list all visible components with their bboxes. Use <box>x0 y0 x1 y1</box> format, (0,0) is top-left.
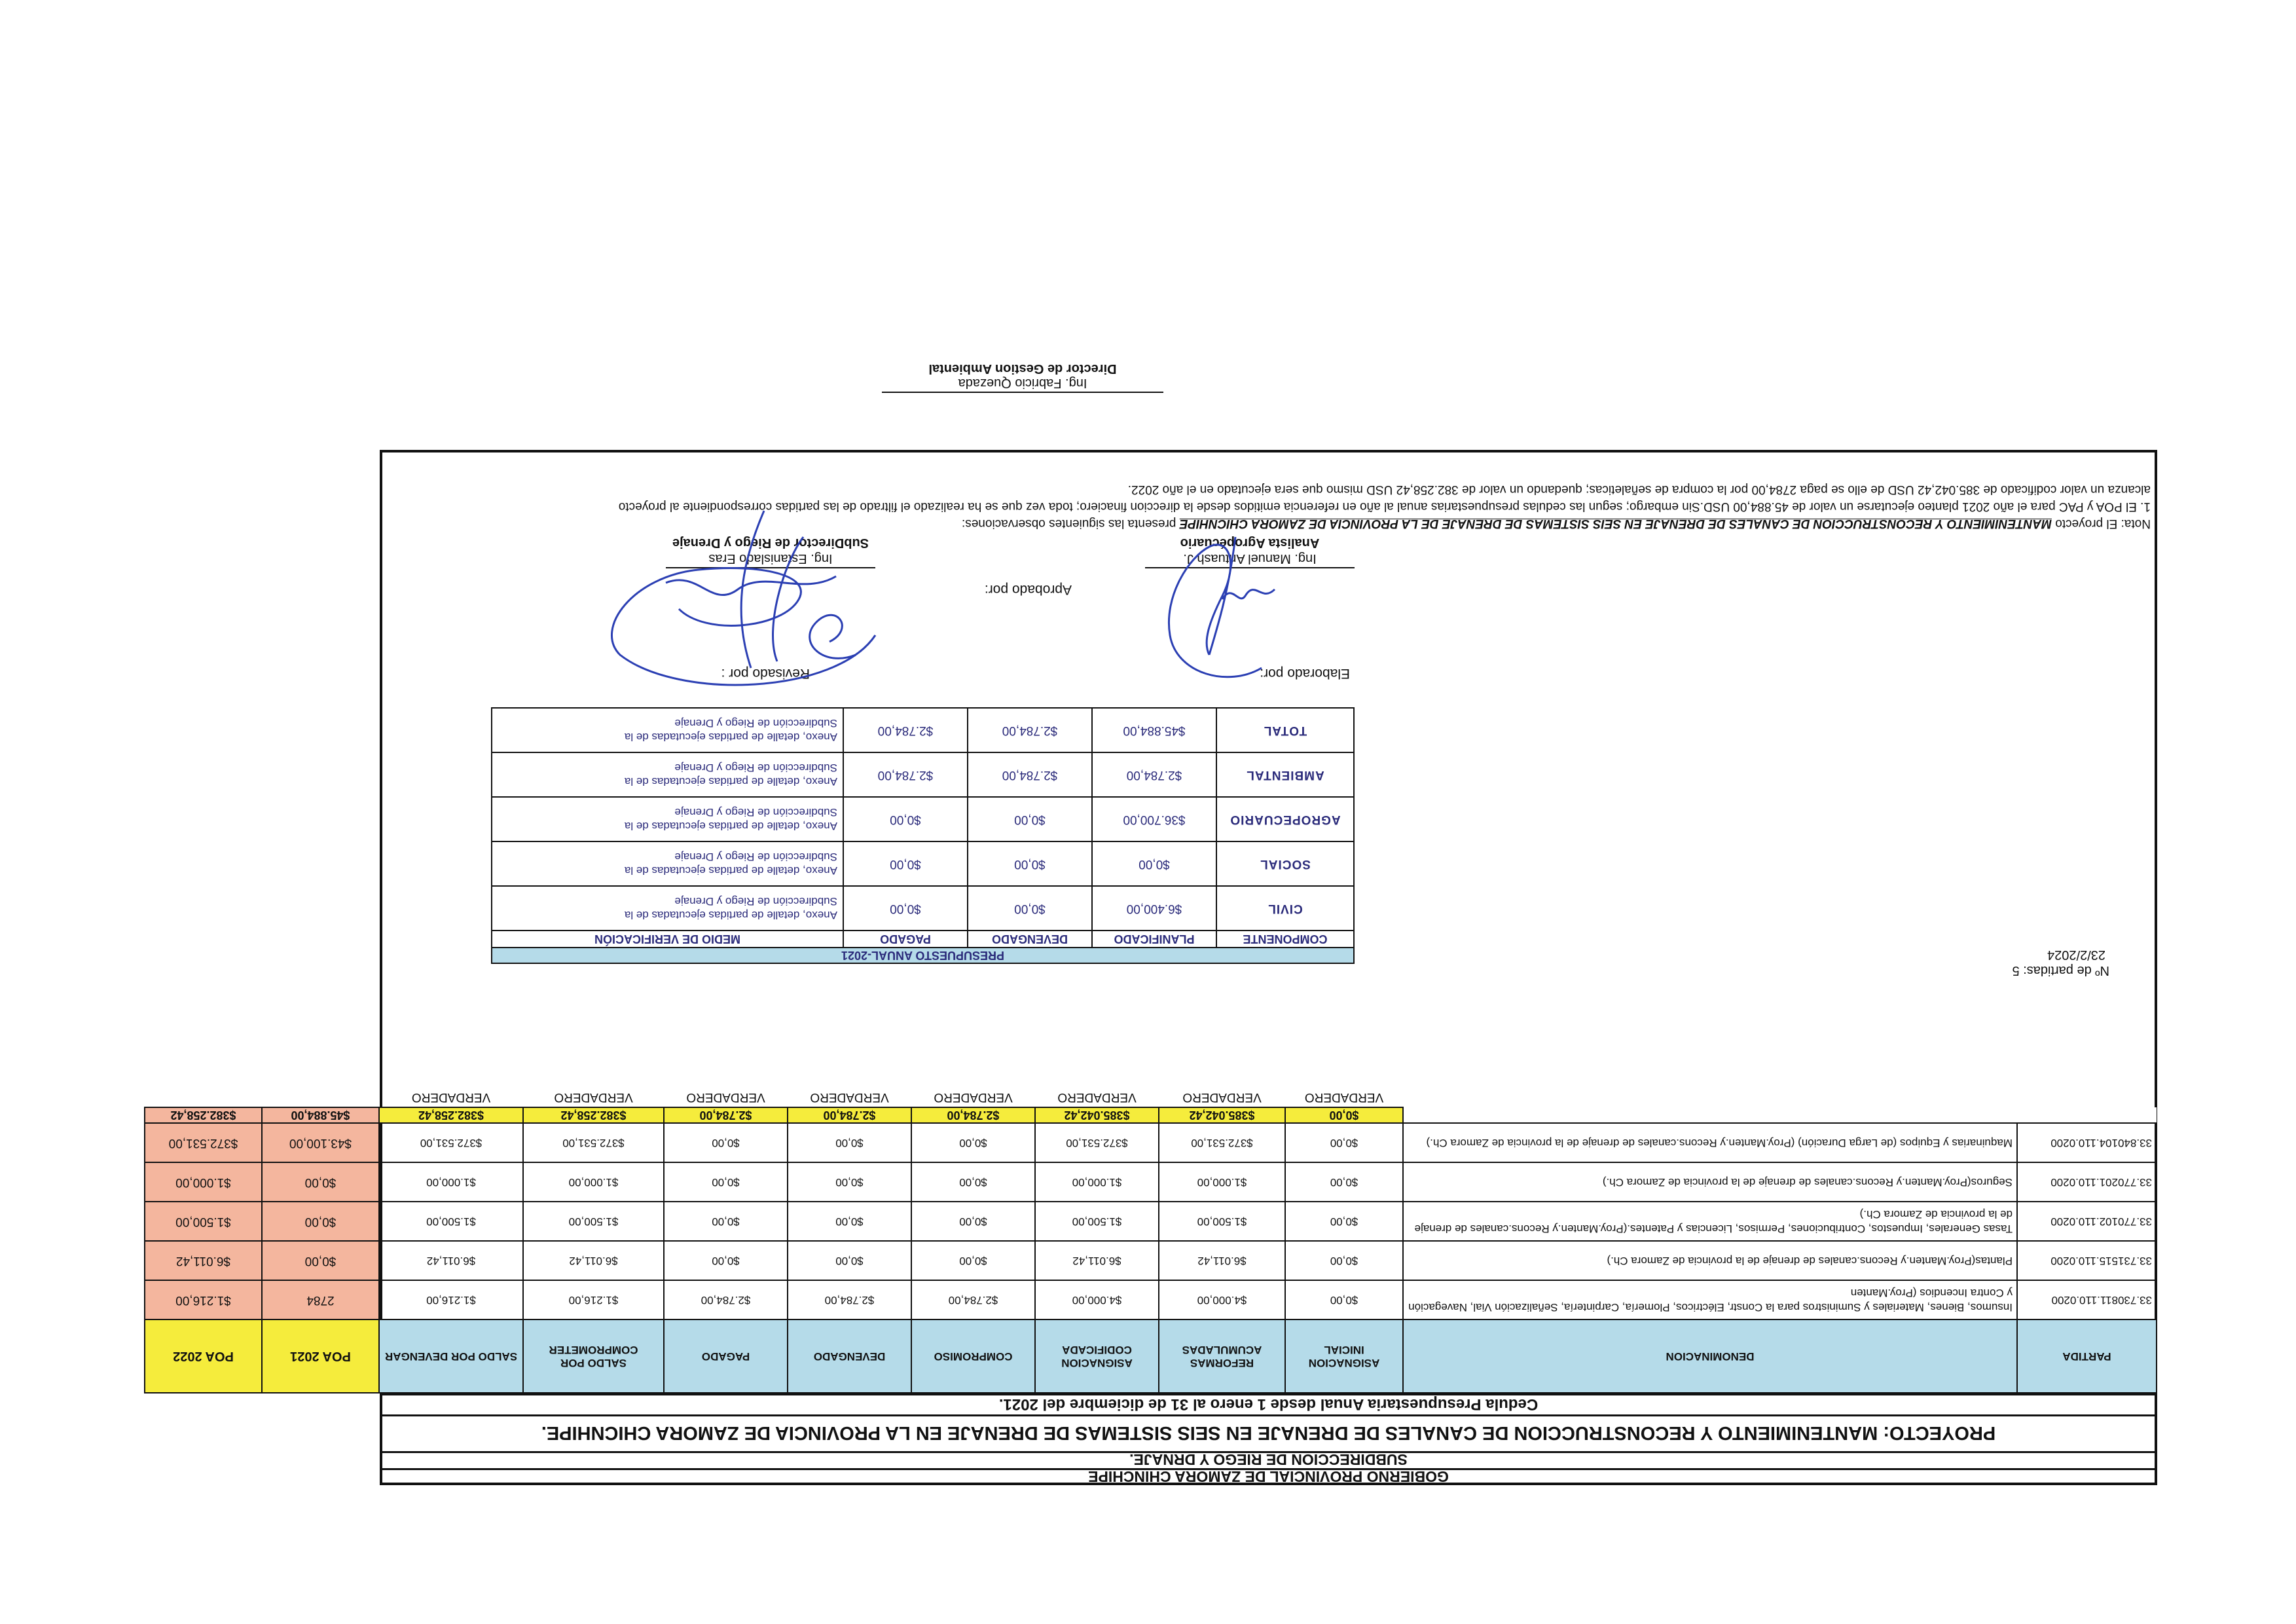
poa-2021-value: $0,00 <box>262 1241 379 1280</box>
cell-planificado: $6.400,00 <box>1092 886 1216 931</box>
verif-line: Anexo, detalle de partidas ejecutadas de la <box>624 731 837 743</box>
header-asignacion-codificada: ASIGNACION CODIFICADA <box>1035 1320 1159 1393</box>
check-flag: VERDADERO <box>554 1090 633 1105</box>
cell-componente: TOTAL <box>1216 708 1354 752</box>
cell-saldo-comprometer: $1.000,00 <box>523 1162 664 1202</box>
header-devengado: DEVENGADO <box>968 931 1092 948</box>
cell-denominacion: Insumos, Bienes, Materiales y Suministros para la Constr, Eléctricos, Plomería, Carpintería, Señalización Vial, Navegación y Contra Incendios (Proy.Manten <box>1403 1280 2017 1320</box>
cell-codificada: $4.000,00 <box>1035 1280 1159 1320</box>
header-compromiso: COMPROMISO <box>911 1320 1035 1393</box>
note-project: MANTENIMIENTO Y RECONSTRUCCION DE CANALES DE DRENAJE EN SEIS SISTEMAS DE DRENAJE DE LA PROVINCIA DE ZAMORA CHICNHIPE <box>1179 517 2052 530</box>
presupuesto-row <box>492 886 1354 931</box>
check-flag: VERDADERO <box>1057 1090 1137 1105</box>
cell-devengado: $2.784,00 <box>968 752 1092 797</box>
poa-2021-total: $45.884,00 <box>262 1107 379 1123</box>
cell-saldo-devengar: $1.500,00 <box>379 1202 523 1241</box>
total-devengado: $2.784,00 <box>788 1107 911 1123</box>
cell-pagado: $2.784,00 <box>664 1280 788 1320</box>
analista-name: Ing. Manuel Antuash J. <box>1183 551 1317 566</box>
cell-codificada: $1.000,00 <box>1035 1162 1159 1202</box>
poa-2021-value: $0,00 <box>262 1162 379 1202</box>
cell-denominacion: Plantas(Proy.Manten.y Recons.canales de drenaje de la provincia de Zamora Ch.) <box>1403 1241 2017 1280</box>
director-name: Ing. Fabricio Quezada <box>958 376 1087 390</box>
cell-saldo-comprometer: $6.011,42 <box>523 1241 664 1280</box>
partidas-date: 23/2/2024 <box>2047 948 2105 962</box>
total-compromiso: $2.784,00 <box>911 1107 1035 1123</box>
poa-2022-total: $382.258,42 <box>145 1107 262 1123</box>
verif-line: Subdirección de Riego y Drenaje <box>674 806 837 819</box>
header-pagado: PAGADO <box>843 931 968 948</box>
elaborado-label: Elaborado por: <box>1260 666 1350 681</box>
cell-devengado: $0,00 <box>788 1162 911 1202</box>
header-poa-2021: POA 2021 <box>262 1320 379 1393</box>
cell-medio-verificacion <box>492 708 843 752</box>
cell-codificada: $6.011,42 <box>1035 1241 1159 1280</box>
cell-saldo-devengar: $372.531,00 <box>379 1123 523 1162</box>
entity-title: GOBIERNO PROVINCIAL DE ZAMORA CHINCHIPE <box>380 1468 2157 1485</box>
table-row <box>379 1241 2157 1280</box>
note-line: alcanza un valor codificado de 385.042,42 USD de ello se paga 2784,00 por la compra de señaleticas; quedando un valor de 382.258,42 USD mismo que sera ejecutado en el año 2022. <box>1127 483 2151 496</box>
cell-inicial: $0,00 <box>1285 1202 1403 1241</box>
cell-planificado: $0,00 <box>1092 841 1216 886</box>
cell-componente: AGROPECUARIO <box>1216 797 1354 841</box>
check-flag: VERDADERO <box>1304 1090 1384 1105</box>
cell-medio-verificacion <box>492 886 843 931</box>
note-suffix: presenta las siguientes observaciones: <box>962 517 1180 530</box>
poa-2022-value: $1.000,00 <box>145 1162 262 1202</box>
cedula-title: Cedula Presupuestaria Anual desde 1 enero al 31 de diciembre del 2021. <box>380 1393 2157 1414</box>
cell-reformas: $6.011,42 <box>1159 1241 1285 1280</box>
cell-saldo-comprometer: $1.216,00 <box>523 1280 664 1320</box>
poa-row <box>145 1202 379 1241</box>
cell-codificada: $372.531,00 <box>1035 1123 1159 1162</box>
cell-pagado: $0,00 <box>664 1241 788 1280</box>
cell-saldo-devengar: $1.216,00 <box>379 1280 523 1320</box>
check-row <box>379 1088 2157 1107</box>
cell-saldo-comprometer: $372.531,00 <box>523 1123 664 1162</box>
director-role: Director de Gestion Ambiental <box>928 361 1117 376</box>
header-planificado: PLANIFICADO <box>1092 931 1216 948</box>
cell-pagado: $0,00 <box>843 797 968 841</box>
presupuesto-row <box>492 841 1354 886</box>
budget-header-row <box>379 1320 2157 1393</box>
cell-devengado: $2.784,00 <box>968 708 1092 752</box>
cell-compromiso: $2.784,00 <box>911 1280 1035 1320</box>
cell-reformas: $4.000,00 <box>1159 1280 1285 1320</box>
cell-pagado: $0,00 <box>664 1123 788 1162</box>
cell-inicial: $0,00 <box>1285 1162 1403 1202</box>
note-line: 1. El POA y PAC para el año 2021 planteo ejecutarse un valor de 45.884,00 USD.Sin embargo; segun las cedulas presupuestarias anual al año en referencia emitidos desde la direccion finaciero; toda vez que se ha realizado el filtrado de las partidas correspondiente al proyecto <box>618 500 2151 513</box>
cell-planificado: $36.700,00 <box>1092 797 1216 841</box>
verif-line: Subdirección de Riego y Drenaje <box>674 762 837 774</box>
cell-pagado: $0,00 <box>664 1162 788 1202</box>
cell-compromiso: $0,00 <box>911 1202 1035 1241</box>
presupuesto-table <box>491 707 1355 964</box>
note-prefix: Nota: El proyecto <box>2051 517 2151 530</box>
check-flag: VERDADERO <box>934 1090 1013 1105</box>
cell-devengado: $2.784,00 <box>788 1280 911 1320</box>
cell-partida: 33.770102.110.0200 <box>2017 1202 2157 1241</box>
budget-table <box>378 1088 2157 1393</box>
cell-partida: 33.840104.110.0200 <box>2017 1123 2157 1162</box>
cell-pagado: $2.784,00 <box>843 708 968 752</box>
cell-pagado: $0,00 <box>843 841 968 886</box>
total-pagado: $2.784,00 <box>664 1107 788 1123</box>
cell-denominacion: Tasas Generales, Impuestos, Contribuciones, Permisos, Licencias y Patentes.(Proy.Manten.y Recons.canales de drenaje de la provincia de Zamora Ch.) <box>1403 1202 2017 1241</box>
subdirector-name: Ing. Estanislado Eras <box>708 551 833 566</box>
check-flag: VERDADERO <box>1182 1090 1262 1105</box>
aprobado-label: Aprobado por: <box>984 582 1072 597</box>
table-row <box>379 1202 2157 1241</box>
verif-line: Subdirección de Riego y Drenaje <box>674 717 837 729</box>
cell-componente: AMBIENTAL <box>1216 752 1354 797</box>
cell-componente: CIVIL <box>1216 886 1354 931</box>
presupuesto-row <box>492 797 1354 841</box>
cell-denominacion: Maquinarias y Equipos (de Larga Duración) (Proy.Manten.y Recons.canales de drenaje de la provincia de Zamora Ch.) <box>1403 1123 2017 1162</box>
poa-row <box>145 1241 379 1280</box>
cell-inicial: $0,00 <box>1285 1280 1403 1320</box>
cell-planificado: $2.784,00 <box>1092 752 1216 797</box>
cell-partida: 33.731515.110.0200 <box>2017 1241 2157 1280</box>
presupuesto-title-row <box>492 948 1354 963</box>
poa-table <box>144 1107 380 1393</box>
totals-row <box>379 1107 2157 1123</box>
project-title: PROYECTO: MANTENIMIENTO Y RECONSTRUCCION DE CANALES DE DRENAJE EN SEIS SISTEMAS DE DRENAJE EN LA PROVINCIA DE ZAMORA CHICNHIPE. <box>380 1414 2157 1451</box>
note-heading <box>386 515 2151 532</box>
check-flag: VERDADERO <box>411 1090 491 1105</box>
table-row <box>379 1280 2157 1320</box>
cell-reformas: $1.000,00 <box>1159 1162 1285 1202</box>
header-pagado: PAGADO <box>664 1320 788 1393</box>
verif-line: Anexo, detalle de partidas ejecutadas de la <box>624 775 837 788</box>
total-saldo-comprometer: $382.258,42 <box>523 1107 664 1123</box>
poa-2022-value: $372.531,00 <box>145 1123 262 1162</box>
poa-row <box>145 1123 379 1162</box>
cell-reformas: $372.531,00 <box>1159 1123 1285 1162</box>
verif-line: Anexo, detalle de partidas ejecutadas de la <box>624 864 837 877</box>
cell-pagado: $2.784,00 <box>843 752 968 797</box>
check-flag: VERDADERO <box>810 1090 889 1105</box>
table-row <box>379 1123 2157 1162</box>
unit-title: SUBDIRECCION DE RIEGO Y DRNAJE. <box>380 1451 2157 1468</box>
partidas-count: Nº de partidas: 5 <box>2012 963 2109 978</box>
verif-line: Anexo, detalle de partidas ejecutadas de la <box>624 820 837 832</box>
cell-partida: 33.770201.110.0200 <box>2017 1162 2157 1202</box>
poa-2022-value: $6.011,42 <box>145 1241 262 1280</box>
total-reformas: $385.042,42 <box>1159 1107 1285 1123</box>
cell-devengado: $0,00 <box>968 841 1092 886</box>
total-codificada: $385.042,42 <box>1035 1107 1159 1123</box>
verif-line: Subdirección de Riego y Drenaje <box>674 895 837 908</box>
check-flag: VERDADERO <box>686 1090 765 1105</box>
cell-medio-verificacion <box>492 797 843 841</box>
cell-devengado: $0,00 <box>788 1241 911 1280</box>
poa-2021-value: 2784 <box>262 1280 379 1320</box>
table-row <box>379 1162 2157 1202</box>
cell-componente: SOCIAL <box>1216 841 1354 886</box>
cell-devengado: $0,00 <box>968 797 1092 841</box>
cell-codificada: $1.500,00 <box>1035 1202 1159 1241</box>
cell-denominacion: Seguros(Proy.Manten.y Recons.canales de drenaje de la provincia de Zamora Ch.) <box>1403 1162 2017 1202</box>
analista-signature <box>1131 524 1301 694</box>
cell-devengado: $0,00 <box>788 1123 911 1162</box>
cell-devengado: $0,00 <box>788 1202 911 1241</box>
cell-saldo-devengar: $1.000,00 <box>379 1162 523 1202</box>
cell-saldo-devengar: $6.011,42 <box>379 1241 523 1280</box>
poa-row <box>145 1162 379 1202</box>
header-denominacion: DENOMINACION <box>1403 1320 2017 1393</box>
header-partida: PARTIDA <box>2017 1320 2157 1393</box>
cell-pagado: $0,00 <box>843 886 968 931</box>
cell-compromiso: $0,00 <box>911 1123 1035 1162</box>
header-poa-2022: POA 2022 <box>145 1320 262 1393</box>
verif-line: Anexo, detalle de partidas ejecutadas de la <box>624 909 837 921</box>
header-saldo-devengar: SALDO POR DEVENGAR <box>379 1320 523 1393</box>
poa-totals-row <box>145 1107 379 1123</box>
poa-2022-value: $1.216,00 <box>145 1280 262 1320</box>
poa-2021-value: $43.100,00 <box>262 1123 379 1162</box>
header-devengado: DEVENGADO <box>788 1320 911 1393</box>
header-asignacion-inicial: ASIGNACION INICIAL <box>1285 1320 1403 1393</box>
presupuesto-row <box>492 708 1354 752</box>
cell-inicial: $0,00 <box>1285 1123 1403 1162</box>
revisado-label: Revisado por : <box>721 666 810 681</box>
cell-planificado: $45.884,00 <box>1092 708 1216 752</box>
signature-line <box>882 392 1163 393</box>
poa-2021-value: $0,00 <box>262 1202 379 1241</box>
presupuesto-title: PRESUPUESTO ANUAL-2021 <box>492 948 1354 963</box>
cell-medio-verificacion <box>492 841 843 886</box>
cell-compromiso: $0,00 <box>911 1241 1035 1280</box>
cell-saldo-comprometer: $1.500,00 <box>523 1202 664 1241</box>
cell-medio-verificacion <box>492 752 843 797</box>
analista-role: Analista Agropécuario <box>1180 536 1320 550</box>
cell-partida: 33.730811.110.0200 <box>2017 1280 2157 1320</box>
total-inicial: $0,00 <box>1285 1107 1403 1123</box>
presupuesto-row <box>492 752 1354 797</box>
total-saldo-devengar: $382.258,42 <box>379 1107 523 1123</box>
header-medio-verificacion: MEDIO DE VERIFICACIÓN <box>492 931 843 948</box>
cell-inicial: $0,00 <box>1285 1241 1403 1280</box>
cell-devengado: $0,00 <box>968 886 1092 931</box>
presupuesto-header-row <box>492 931 1354 948</box>
header-componente: COMPONENTE <box>1216 931 1354 948</box>
verif-line: Subdirección de Riego y Drenaje <box>674 851 837 863</box>
subdirector-role: SubDirector de Riego y Drenaje <box>672 536 869 550</box>
observations-note <box>380 477 2157 536</box>
poa-row <box>145 1280 379 1320</box>
cell-compromiso: $0,00 <box>911 1162 1035 1202</box>
cell-pagado: $0,00 <box>664 1202 788 1241</box>
poa-2022-value: $1.500,00 <box>145 1202 262 1241</box>
poa-header-row <box>145 1320 379 1393</box>
header-reformas: REFORMAS ACUMULADAS <box>1159 1320 1285 1393</box>
header-saldo-comprometer: SALDO POR COMPROMETER <box>523 1320 664 1393</box>
cell-reformas: $1.500,00 <box>1159 1202 1285 1241</box>
